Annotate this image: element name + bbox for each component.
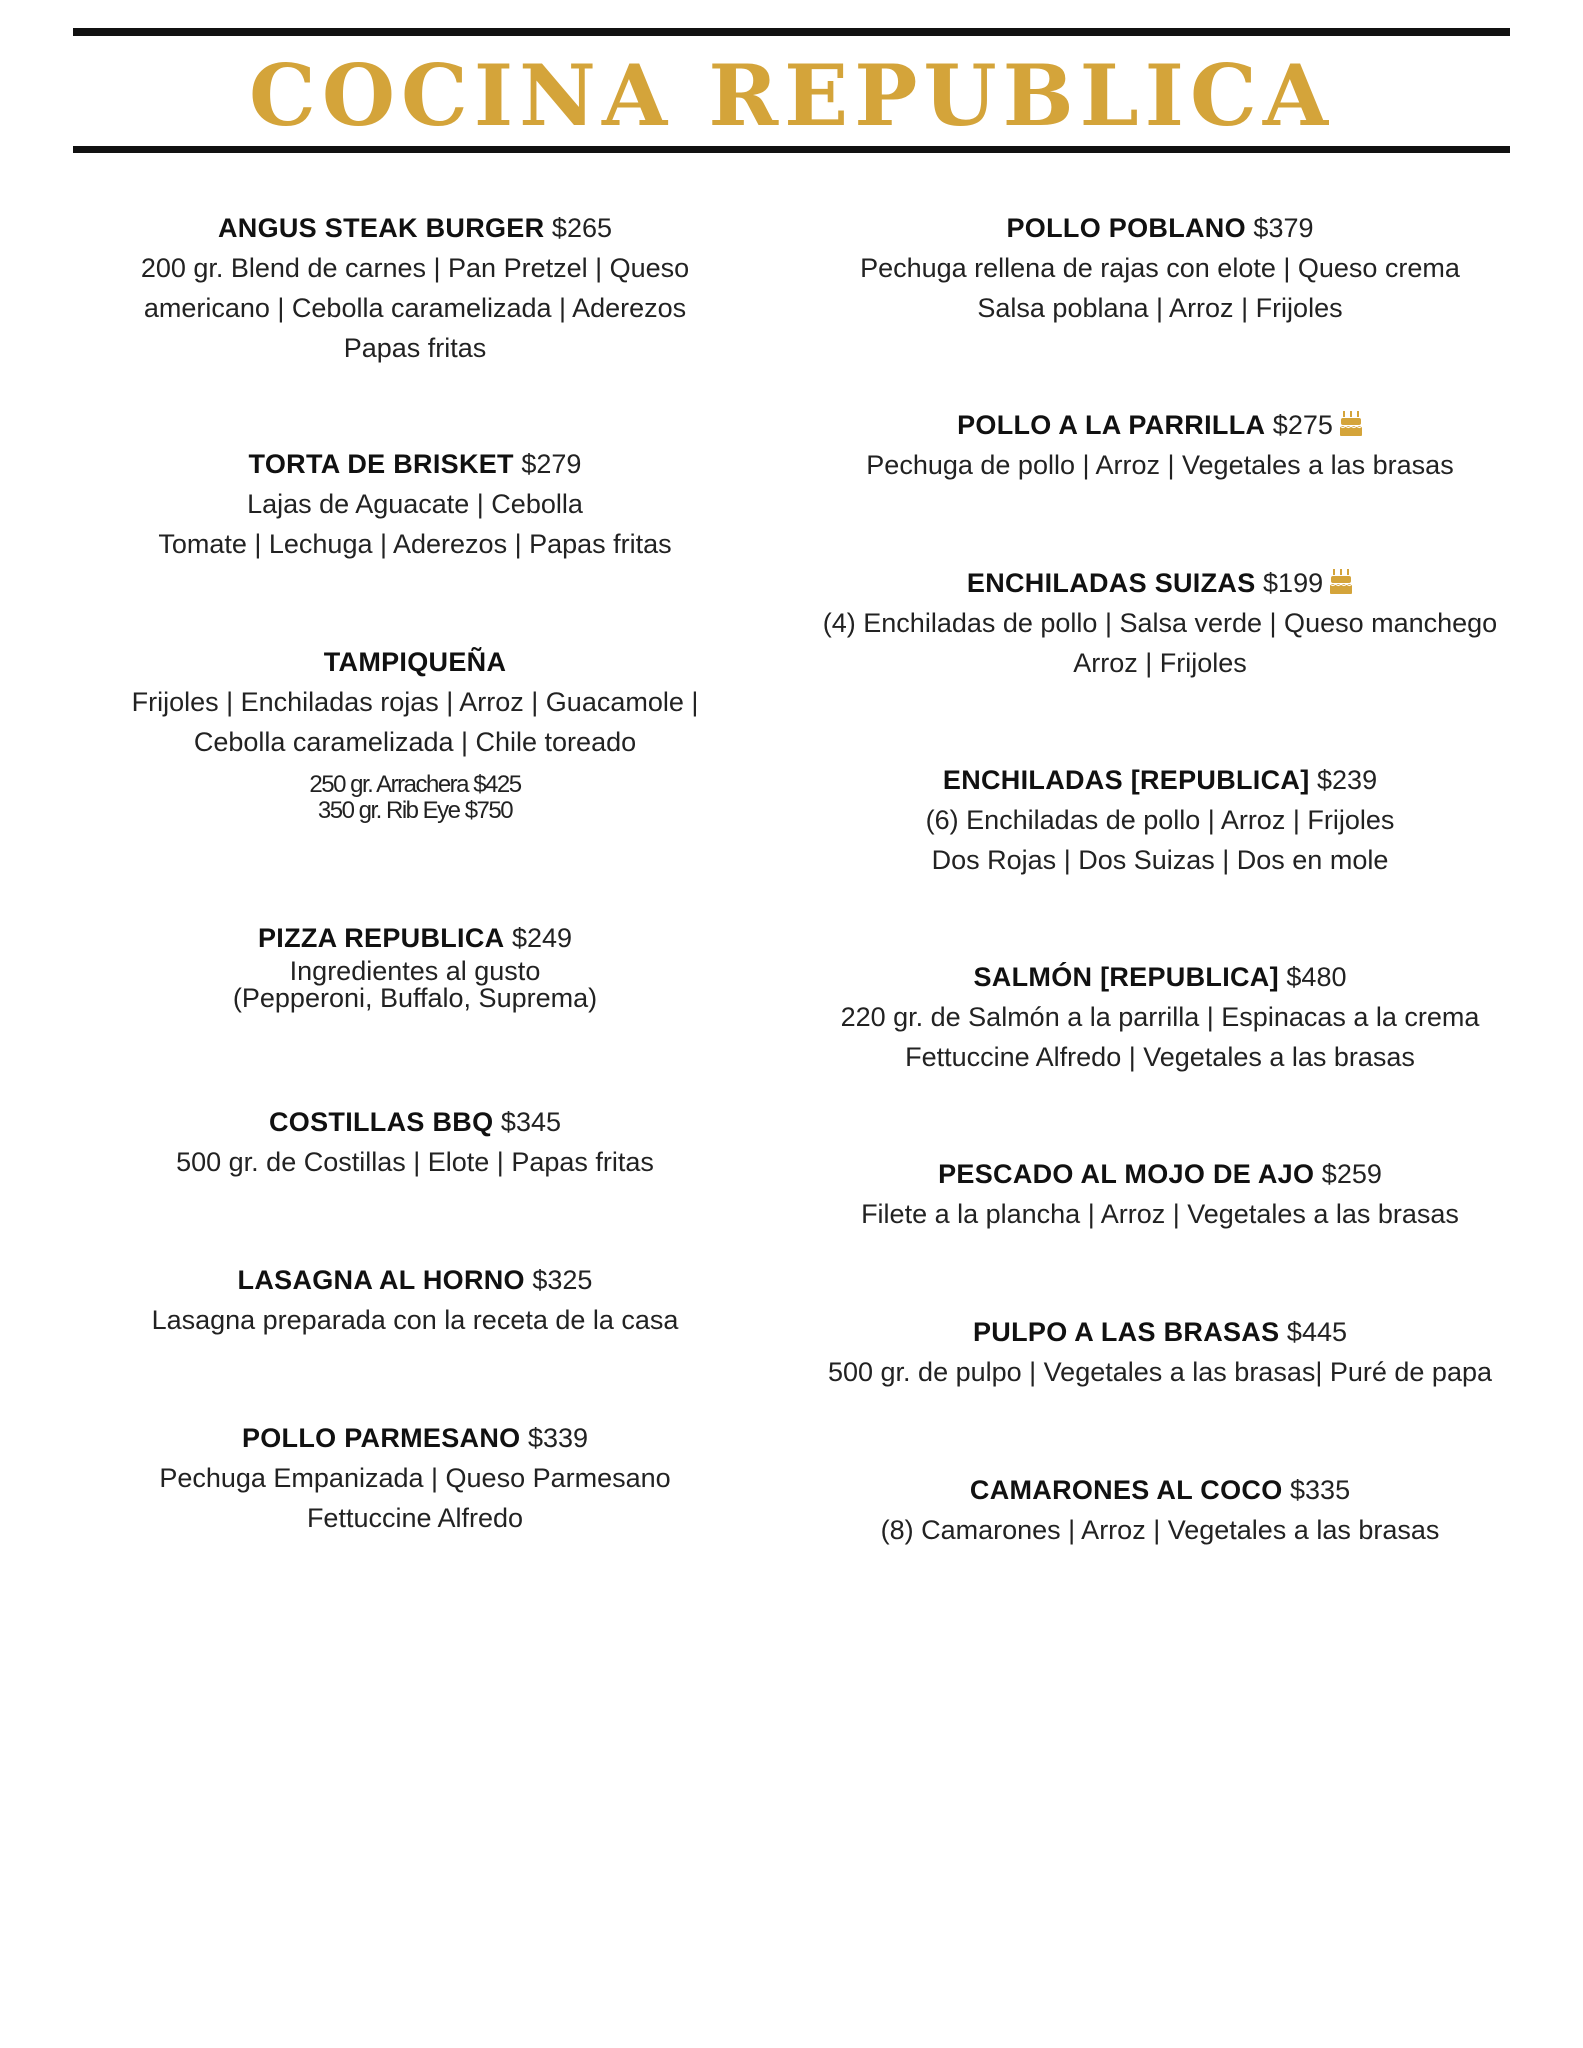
menu-item-camarones-al-coco [785,1470,1535,1550]
item-description: Tomate | Lechuga | Aderezos | Papas fritas [158,529,672,559]
item-price: $275 [1272,410,1333,440]
item-price: $480 [1286,962,1347,992]
cake-icon [1339,409,1363,437]
item-name: LASAGNA AL HORNO [237,1265,525,1295]
menu-item-salmon-republica [785,957,1535,1077]
item-price: $239 [1317,765,1378,795]
item-description: americano | Cebolla caramelizada | Aderezos [143,293,687,323]
item-price: $379 [1253,213,1314,243]
item-name: COSTILLAS BBQ [269,1107,494,1137]
item-name: ANGUS STEAK BURGER [217,213,545,243]
item-option: 350 gr. Rib Eye $750 [317,797,513,824]
menu-item-enchiladas-suizas [785,563,1535,683]
menu-item-pescado-al-mojo-de-ajo [785,1154,1535,1234]
item-name: CAMARONES AL COCO [969,1475,1283,1505]
item-name: SALMÓN [REPUBLICA] [973,962,1279,992]
item-description: Fettuccine Alfredo [306,1503,524,1533]
item-price: $325 [532,1265,593,1295]
item-description: Dos Rojas | Dos Suizas | Dos en mole [931,845,1389,875]
item-price: $199 [1263,568,1324,598]
item-name: PESCADO AL MOJO DE AJO [938,1159,1315,1189]
item-price: $339 [527,1423,589,1453]
item-name: POLLO A LA PARRILLA [957,410,1266,440]
item-description: 500 gr. de pulpo | Vegetales a las brasas| Puré de papa [827,1357,1492,1387]
item-name: TAMPIQUEÑA [323,647,507,677]
item-description: Frijoles | Enchiladas rojas | Arroz | Guacamole | [131,687,699,717]
menu-item-enchiladas-republica [785,760,1535,880]
item-name: TORTA DE BRISKET [248,449,514,479]
item-price: $335 [1290,1475,1351,1505]
item-description: Pechuga Empanizada | Queso Parmesano [159,1463,671,1493]
top-rule [73,28,1510,36]
item-description: Fettuccine Alfredo | Vegetales a las brasas [905,1042,1415,1072]
item-name: POLLO PARMESANO [241,1423,521,1453]
item-description: Cebolla caramelizada | Chile toreado [193,727,637,757]
item-name: PIZZA REPUBLICA [257,923,505,953]
item-description: Arroz | Frijoles [1073,648,1247,678]
menu-item-angus-steak-burger [40,208,790,368]
item-name: ENCHILADAS [REPUBLICA] [942,765,1310,795]
item-description: Lajas de Aguacate | Cebolla [247,489,583,519]
item-price: $445 [1286,1317,1347,1347]
menu-item-lasagna-al-horno [40,1260,790,1340]
item-description: Ingredientes al gusto [289,956,541,986]
item-description: (4) Enchiladas de pollo | Salsa verde | Queso manchego [822,608,1498,638]
cake-icon [1329,567,1353,595]
menu-item-pollo-poblano [785,208,1535,328]
item-description: Pechuga rellena de rajas con elote | Queso crema [860,253,1460,283]
item-price: $259 [1321,1159,1382,1189]
item-description: Salsa poblana | Arroz | Frijoles [977,293,1343,323]
menu-item-costillas-bbq [40,1102,790,1182]
item-description: Papas fritas [343,333,487,363]
item-description: Filete a la plancha | Arroz | Vegetales a las brasas [861,1199,1459,1229]
item-name: ENCHILADAS SUIZAS [966,568,1256,598]
menu-item-torta-de-brisket [40,444,790,564]
bottom-rule [73,146,1510,153]
item-description: (Pepperoni, Buffalo, Suprema) [232,983,598,1013]
page-title: COCINA REPUBLICA [248,46,1334,145]
menu-item-pizza-republica [40,918,790,1012]
item-price: $279 [521,449,582,479]
item-price: $265 [551,213,612,243]
item-description: 220 gr. de Salmón a la parrilla | Espinacas a la crema [840,1002,1480,1032]
item-description: 500 gr. de Costillas | Elote | Papas fritas [176,1147,654,1177]
menu-item-tampiquena [40,642,790,824]
item-name: PULPO A LAS BRASAS [972,1317,1280,1347]
item-price: $249 [511,923,573,953]
item-price: $345 [500,1107,561,1137]
item-name: POLLO POBLANO [1006,213,1246,243]
item-description: 200 gr. Blend de carnes | Pan Pretzel | Queso [140,253,690,283]
menu-item-pollo-a-la-parrilla [785,405,1535,485]
item-description: Lasagna preparada con la receta de la casa [151,1305,679,1335]
item-option: 250 gr. Arrachera $425 [309,771,521,798]
item-description: (6) Enchiladas de pollo | Arroz | Frijoles [925,805,1395,835]
item-description: Pechuga de pollo | Arroz | Vegetales a las brasas [866,450,1454,480]
item-description: (8) Camarones | Arroz | Vegetales a las brasas [880,1515,1440,1545]
menu-item-pollo-parmesano [40,1418,790,1538]
menu-item-pulpo-a-las-brasas [785,1312,1535,1392]
